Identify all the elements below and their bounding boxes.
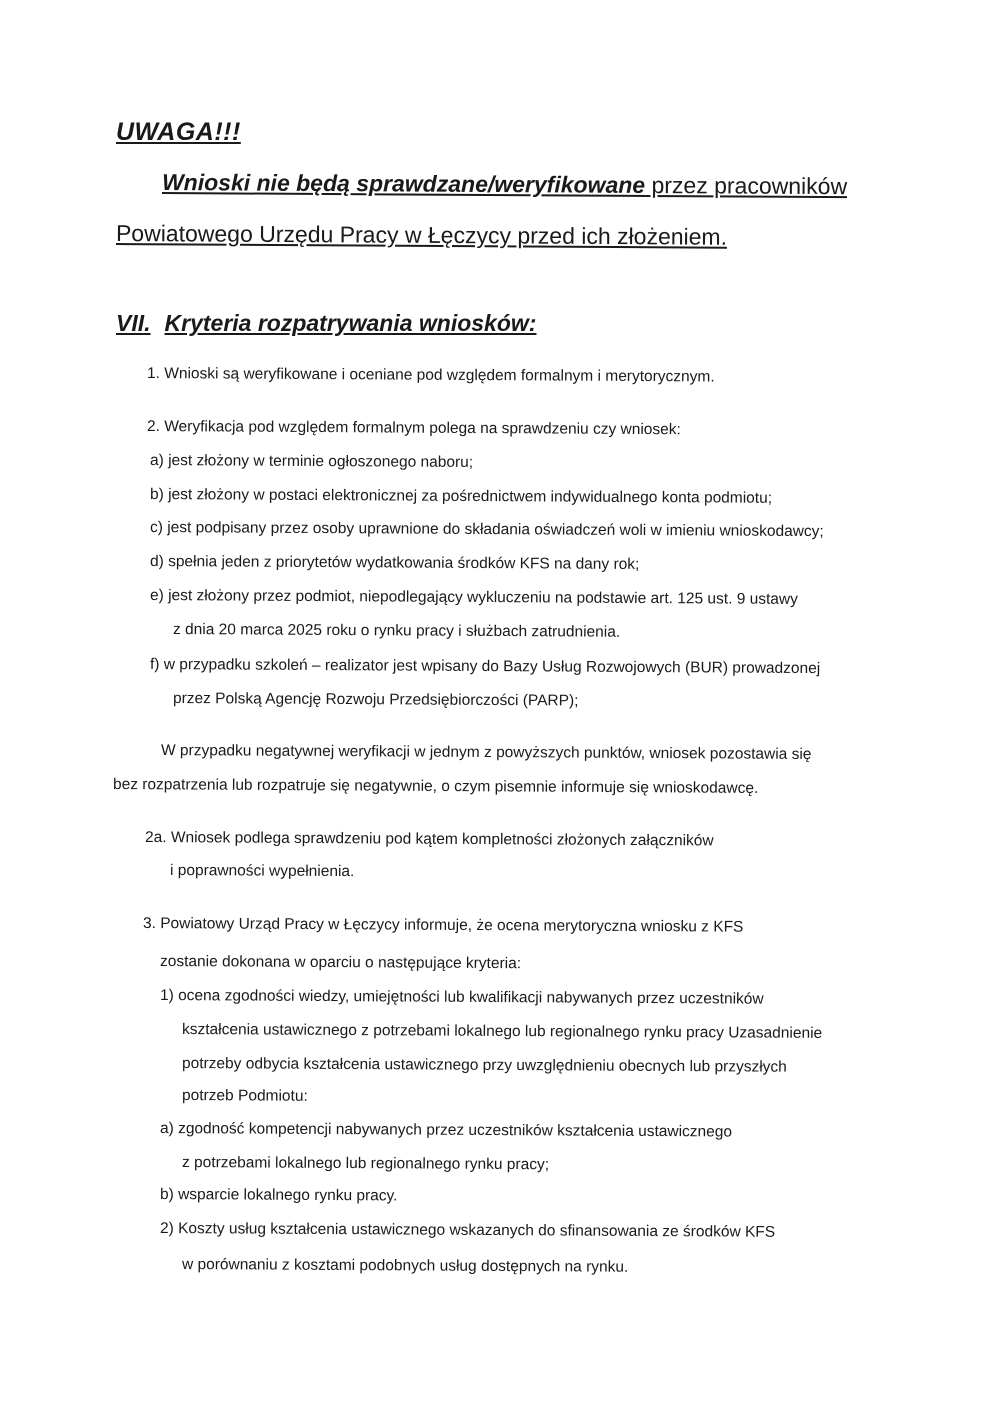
merit-criterion-1-line2: kształcenia ustawicznego z potrzebami lokalnego lub regionalnego rynku pracy Uzasadnienie [181, 1021, 823, 1042]
section-title: Kryteria rozpatrywania wniosków: [164, 310, 537, 336]
negative-verification-line2: bez rozpatrzenia lub rozpatruje się negatywnie, o czym pisemnie informuje się wnioskodawcę. [112, 776, 759, 797]
warning-heading: UWAGA!!! [116, 118, 241, 146]
formal-check-e-line1: e) jest złożony przez podmiot, niepodlegający wykluczeniu na podstawie art. 125 ust. 9 ustawy [149, 587, 798, 608]
criteria-item-2: 2. Weryfikacja pod względem formalnym polega na sprawdzeniu czy wniosek: [146, 418, 681, 439]
formal-check-e-line2: z dnia 20 marca 2025 roku o rynku pracy i służbach zatrudnienia. [172, 621, 621, 641]
merit-criterion-2-line2: w porównaniu z kosztami podobnych usług dostępnych na rynku. [181, 1256, 629, 1276]
notice-rest: przez pracowników [645, 171, 848, 200]
criteria-item-3-line2: zostanie dokonana w oparciu o następujące kryteria: [159, 953, 522, 973]
section-number: VII. [116, 310, 151, 336]
negative-verification-line1: W przypadku negatywnej weryfikacji w jednym z powyższych punktów, wniosek pozostawia się [160, 742, 812, 763]
merit-criterion-2-line1: 2) Koszty usług kształcenia ustawicznego wskazanych do sfinansowania ze środków KFS [159, 1220, 776, 1241]
merit-criterion-b: b) wsparcie lokalnego rynku pracy. [159, 1186, 398, 1205]
section-heading [116, 310, 536, 337]
merit-criterion-1-line3: potrzeby odbycia kształcenia ustawicznego przy uwzględnieniu obecnych lub przyszłych [181, 1055, 787, 1076]
formal-check-c: c) jest podpisany przez osoby uprawnione do składania oświadczeń woli w imieniu wnioskodawcy; [149, 519, 824, 541]
merit-criterion-a-line2: z potrzebami lokalnego lub regionalnego rynku pracy; [181, 1154, 550, 1174]
criteria-item-1: 1. Wnioski są weryfikowane i oceniane pod względem formalnym i merytorycznym. [146, 365, 715, 386]
formal-check-b: b) jest złożony w postaci elektronicznej za pośrednictwem indywidualnego konta podmiotu; [149, 486, 773, 507]
formal-check-d: d) spełnia jeden z priorytetów wydatkowania środków KFS na dany rok; [149, 553, 640, 573]
notice-line-1 [162, 169, 847, 200]
notice-emphasis: Wnioski nie będą sprawdzane/weryfikowane [161, 169, 646, 198]
criteria-item-3-line1: 3. Powiatowy Urząd Pracy w Łęczycy informuje, że ocena merytoryczna wniosku z KFS [142, 915, 744, 936]
criteria-item-2a-line1: 2a. Wniosek podlega sprawdzeniu pod kątem kompletności złożonych załączników [144, 829, 714, 850]
formal-check-f-line2: przez Polską Agencję Rozwoju Przedsiębiorczości (PARP); [172, 690, 579, 710]
formal-check-f-line1: f) w przypadku szkoleń – realizator jest wpisany do Bazy Usług Rozwojowych (BUR) prowadzonej [149, 656, 821, 678]
merit-criterion-1-line1: 1) ocena zgodności wiedzy, umiejętności lub kwalifikacji nabywanych przez uczestników [159, 987, 764, 1008]
criteria-item-2a-line2: i poprawności wypełnienia. [169, 862, 355, 881]
notice-line-2: Powiatowego Urzędu Pracy w Łęczycy przed ich złożeniem. [115, 220, 728, 250]
merit-criterion-1-line4: potrzeb Podmiotu: [181, 1087, 308, 1105]
formal-check-a: a) jest złożony w terminie ogłoszonego naboru; [149, 452, 474, 471]
merit-criterion-a-line1: a) zgodność kompetencji nabywanych przez uczestników kształcenia ustawicznego [159, 1120, 733, 1141]
